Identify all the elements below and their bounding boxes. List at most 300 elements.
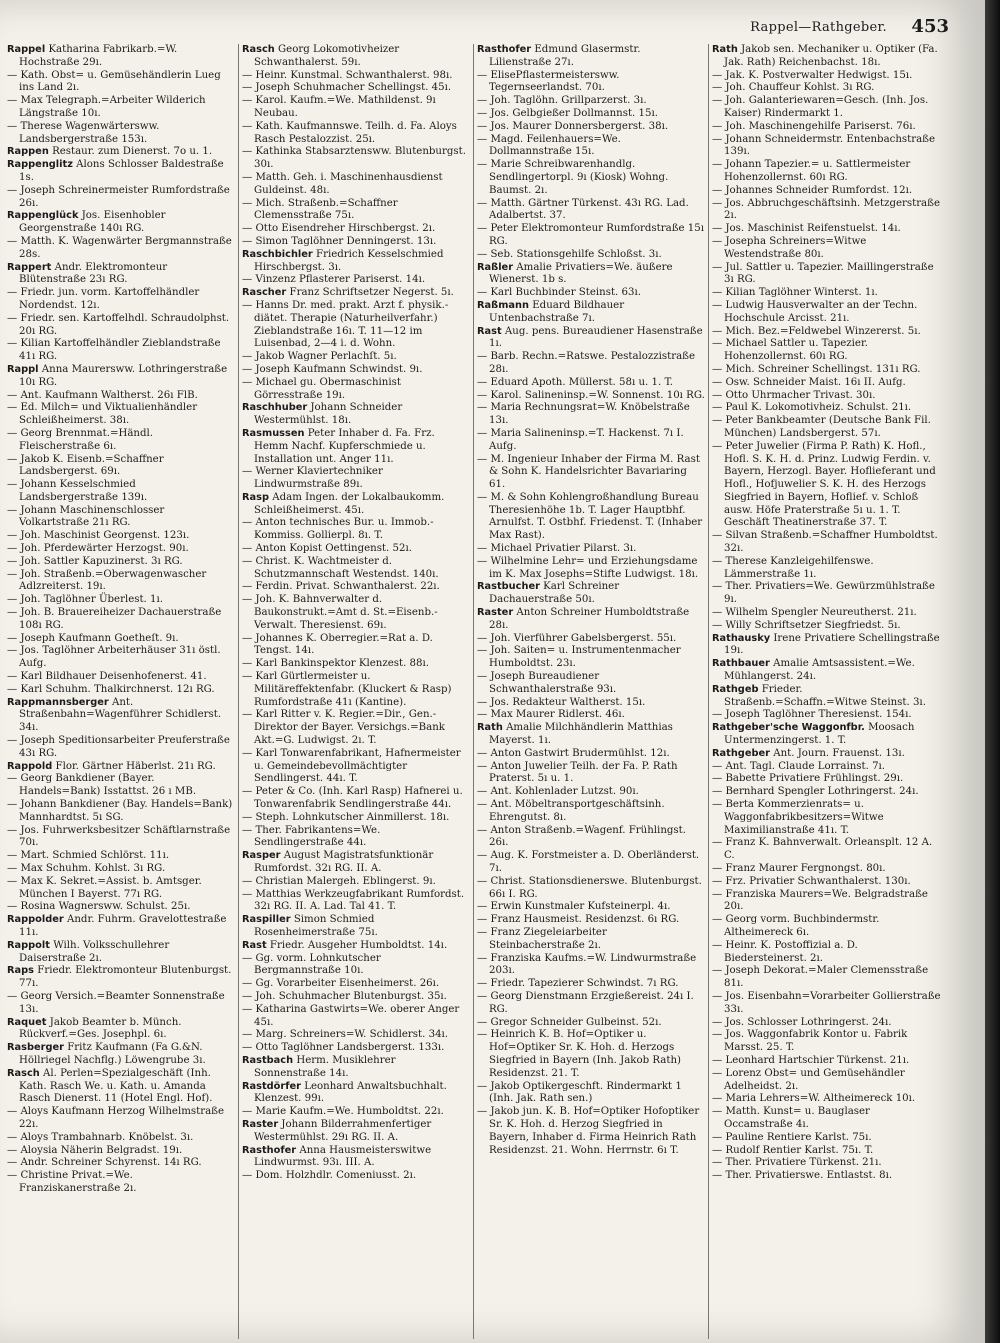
directory-entry [7, 684, 235, 697]
directory-entry [242, 1042, 470, 1055]
entry-text: Frieder. Straßenb.=Schaffn.=Witwe Steinst. 3ı. [724, 683, 926, 708]
running-title: Rappel—Rathgeber. [750, 20, 887, 35]
entry-text: Joseph Bureaudiener Schwanthalerstraße 93ı. [489, 671, 617, 695]
entry-surname: Rasthofer [477, 44, 532, 55]
directory-entry [712, 377, 941, 390]
entry-surname: Rappmannsberger [7, 696, 109, 708]
directory-entry [7, 556, 235, 569]
directory-entry [7, 159, 235, 185]
directory-entry [712, 82, 941, 95]
entry-text: Friedr. Ausgeher Humboldtst. 14ı. [269, 939, 448, 951]
directory-entry [712, 95, 941, 121]
directory-entry [712, 556, 941, 582]
entry-text: Rudolf Rentier Karlst. 75ı. T. [725, 1144, 874, 1156]
entry-text: Vinzenz Pflasterer Pariserst. 14ı. [255, 274, 426, 286]
entry-surname: Rappl [7, 363, 39, 375]
entry-text: Christ. Stationsdienerswe. Blutenburgst. 66ı I. RG. [489, 875, 702, 900]
directory-entry [712, 1145, 941, 1158]
directory-entry [7, 607, 235, 633]
directory-entry [7, 44, 235, 70]
entry-text: Michael Sattler u. Tapezier. Hohenzollernst. 60ı RG. [724, 338, 868, 363]
entry-text: Adam Ingen. der Lokalbaukomm. Schleißheimerst. 45ı. [254, 491, 445, 516]
column-1 [4, 44, 239, 1339]
directory-entry [712, 889, 941, 915]
entry-text: Kath. Kaufmannswe. Teilh. d. Fa. Aloys Rasch Pestalozzist. 25ı. [254, 120, 457, 145]
entry-text: Franz Ziegeleiarbeiter Steinbacherstraße 2ı. [489, 926, 607, 951]
entry-text: Aloysia Näherin Belgradst. 19ı. [20, 1144, 183, 1156]
entry-text: Leonhard Hartschier Türkenst. 21ı. [725, 1054, 910, 1066]
entry-surname: Rasberger [7, 1042, 64, 1054]
entry-text: Peter Inhaber d. Fa. Frz. Hemm Nachf. Kupferschmiede u. Installation unt. Anger 11ı. [254, 427, 435, 465]
entry-text: Jos. Redakteur Waltherst. 15ı. [490, 696, 646, 708]
directory-entry [477, 556, 705, 582]
entry-text: Georg Bankdiener (Bayer. Handels=Bank) Isstattst. 26 ı MB. [19, 773, 197, 798]
directory-entry [712, 390, 941, 403]
entry-text: Max Schuhm. Kohlst. 3ı RG. [20, 863, 166, 874]
directory-entry [7, 287, 235, 313]
directory-entry [712, 748, 941, 761]
directory-entry [477, 786, 705, 799]
entry-text: Edmund Glasermstr. Lilienstraße 27ı. [489, 44, 641, 68]
entry-surname: Rathausky [712, 632, 771, 644]
entry-text: Amalie Milchhändlerin Matthias Mayerst. 1ı. [489, 722, 673, 747]
directory-entry [242, 492, 470, 518]
entry-text: Alons Schlosser Baldestraße 1s. [19, 159, 224, 183]
directory-entry [242, 825, 470, 851]
directory-entry [712, 287, 941, 300]
column-3 [474, 44, 709, 1339]
entry-text: Jos. Maschinist Reifenstuelst. 14ı. [725, 223, 901, 235]
entry-surname: Rappolt [7, 939, 50, 951]
entry-surname: Rappen [7, 146, 49, 158]
directory-entry [7, 428, 235, 454]
entry-text: Andr. Schreiner Schyrenst. 14ı RG. [20, 1157, 202, 1169]
entry-text: Peter Bankbeamter (Deutsche Bank Fil. München) Landsbergerst. 57ı. [724, 415, 931, 439]
entry-text: Restaur. zum Dienerst. 7o u. 1. [52, 146, 213, 158]
directory-entry [7, 530, 235, 543]
directory-entry [712, 581, 941, 607]
directory-entry [242, 812, 470, 825]
entry-text: ElisePflastermeistersww. Tegernseerlandst. 70ı. [489, 69, 620, 94]
entry-text: Joh. Taglöhner Überlest. 1ı. [20, 594, 164, 606]
directory-entry [242, 1081, 470, 1107]
entry-surname: Raster [242, 1118, 279, 1130]
entry-text: Otto Eisendreher Hirschbergst. 2ı. [255, 223, 436, 235]
directory-entry [7, 940, 235, 966]
entry-text: Jos. Schlosser Lothringerst. 24ı. [725, 1016, 892, 1028]
directory-entry [477, 454, 705, 492]
entry-text: Marg. Schreiners=W. Schidlerst. 34ı. [255, 1029, 449, 1041]
directory-entry [242, 914, 470, 940]
entry-text: Lorenz Obst= und Gemüsehändler Adelheidst. 2ı. [724, 1067, 905, 1092]
directory-entry [712, 1029, 941, 1055]
directory-entry [712, 262, 941, 288]
directory-entry [712, 837, 941, 863]
entry-text: Georg Brennmat.=Händl. Fleischerstraße 6ı. [19, 427, 154, 452]
entry-text: Gregor Schneider Gulbeinst. 52ı. [490, 1016, 662, 1028]
entry-text: Mich. Bez.=Feldwebel Winzererst. 5ı. [725, 325, 921, 337]
directory-entry [7, 645, 235, 671]
entry-text: Jakob K. Eisenb.=Schaffner Landsbergerst. 69ı. [19, 453, 164, 478]
entry-text: Franziska Kaufms.=W. Lindwurmstraße 203ı. [489, 952, 697, 977]
entry-text: Katharina Fabrikarb.=W. Hochstraße 29ı. [19, 44, 178, 68]
entry-text: Aloys Trambahnarb. Knöbelst. 3ı. [20, 1131, 194, 1143]
directory-entry [242, 236, 470, 249]
entry-text: Babette Privatiere Frühlingst. 29ı. [725, 773, 904, 785]
entry-text: Jos. Abbruchgeschäftsinh. Metzgerstraße 2ı. [724, 197, 940, 222]
directory-entry [712, 44, 941, 70]
directory-entry [712, 1068, 941, 1094]
entry-text: Amalie Privatiers=We. äußere Wienerst. 1b s. [489, 261, 673, 286]
entry-text: Ludwig Hausverwalter an der Techn. Hochschule Arcisst. 21ı. [724, 299, 918, 324]
entry-text: Wilh. Volksschullehrer Daiserstraße 2ı. [19, 939, 170, 964]
entry-text: Georg vorm. Buchbindermstr. Altheimereck 6ı. [724, 914, 880, 938]
directory-entry [712, 786, 941, 799]
entry-text: Amalie Amtsassistent.=We. Mühlangerst. 24ı. [724, 658, 915, 683]
page-number: 453 [911, 16, 949, 37]
entry-text: Karol. Kaufm.=We. Mathildenst. 9ı Neubau. [254, 95, 436, 119]
directory-entry [477, 121, 705, 134]
directory-entry [712, 1170, 941, 1183]
entry-surname: Rast [477, 325, 502, 337]
entry-text: August Magistratsfunktionär Rumfordst. 32ı RG. II. A. [254, 850, 434, 874]
directory-entry [477, 953, 705, 979]
directory-entry [7, 479, 235, 505]
directory-entry [477, 697, 705, 710]
directory-entry [7, 671, 235, 684]
directory-entry [242, 543, 470, 556]
directory-entry [7, 95, 235, 121]
directory-entry [7, 914, 235, 940]
entry-text: Aug. pens. Bureaudiener Hasenstraße 1ı. [489, 325, 703, 350]
entry-text: Joseph Kaufmann Goetheſt. 9ı. [20, 632, 179, 644]
entry-surname: Rathgeb [712, 683, 759, 695]
directory-entry [7, 543, 235, 556]
entry-text: Werner Klaviertechniker Lindwurmstraße 89ı. [254, 466, 383, 491]
entry-text: Hanns Dr. med. prakt. Arzt f. physik.-diätet. Therapie (Naturheilverfahr.) Zieblandstraße 16ı. T. 11—12 im Luisenbad, 2—4 i. d. Wohn. [254, 299, 449, 350]
entry-text: Jos. Eisenhobler Georgenstraße 140ı RG. [19, 210, 166, 235]
directory-entry [477, 223, 705, 249]
directory-entry [712, 415, 941, 441]
entry-text: Franziska Maurers=We. Belgradstraße 20ı. [724, 888, 928, 913]
directory-entry [242, 556, 470, 582]
entry-text: Jakob jun. K. B. Hof=Optiker Hofoptiker Sr. K. Hoh. d. Herzog Siegfried in Bayern, Inhaber d. Firma Heinrich Rath Residenzst. 21. Wohn. Herrnstr. 6ı T. [489, 1106, 700, 1156]
entry-text: Ant. Tagl. Claude Lorrainst. 7ı. [725, 760, 886, 772]
directory-entry [242, 351, 470, 364]
entry-text: Ant. Kaufmann Waltherst. 26ı FlB. [20, 389, 198, 401]
entry-surname: Rastbucher [477, 581, 540, 593]
directory-entry [712, 121, 941, 134]
entry-text: Joh. Vierführer Gabelsbergerst. 55ı. [490, 632, 677, 644]
entry-text: Peter Elektromonteur Rumfordstraße 15ı RG. [489, 223, 704, 247]
directory-entry [477, 581, 705, 607]
entry-text: Joh. Schuhmacher Blutenburgst. 35ı. [255, 990, 447, 1002]
entry-text: Wilhelmine Lehr= und Erziehungsdame im K. Max Josephs=Stifte Ludwigst. 18ı. [489, 555, 699, 580]
entry-surname: Raquet [7, 1016, 47, 1028]
directory-entry [477, 709, 705, 722]
entry-surname: Rascher [242, 287, 287, 299]
directory-entry [712, 441, 941, 531]
directory-entry [7, 965, 235, 991]
entry-text: Paul K. Lokomotivheiz. Schulst. 21ı. [725, 402, 912, 414]
directory-entry [7, 633, 235, 646]
entry-text: Eduard Apoth. Müllerst. 58ı u. 1. T. [490, 376, 673, 388]
directory-entry [712, 1055, 941, 1068]
entry-text: Kathinka Stabsarztensww. Blutenburgst. 30ı. [254, 146, 466, 171]
entry-text: Joh. Sattler Kapuzinerst. 3ı RG. [20, 555, 183, 567]
entry-text: Osw. Schneider Maist. 16ı II. Aufg. [725, 376, 906, 388]
entry-text: Michael Privatier Pilarst. 3ı. [490, 543, 637, 555]
entry-text: Christine Privat.=We. Franziskanerstraße 2ı. [19, 1170, 137, 1194]
entry-text: Friedr. Tapezierer Schwindst. 7ı RG. [490, 978, 679, 990]
directory-entry [477, 95, 705, 108]
directory-entry [7, 569, 235, 595]
entry-text: Karl Bankinspektor Klenzest. 88ı. [255, 658, 430, 670]
entry-text: Irene Privatiere Schellingstraße 19ı. [724, 632, 940, 657]
entry-text: Joh. Maschinengehilfe Pariserst. 76ı. [725, 120, 916, 132]
directory-entry [477, 850, 705, 876]
directory-entry [477, 901, 705, 914]
directory-entry [242, 300, 470, 351]
entry-text: Karl Gürtlermeister u. Militäreffektenfabr. (Kluckert & Rasp) Rumfordstraße 41ı (Kantine). [254, 671, 452, 708]
entry-text: Jakob sen. Mechaniker u. Optiker (Fa. Jak. Rath) Reichenbachst. 18ı. [724, 44, 938, 68]
entry-text: Karl Tonwarenfabrikant, Hafnermeister u. Gemeindebevollmächtigter Sendlingerst. 44ı. T. [254, 747, 461, 785]
entry-text: Johann Tapezier.= u. Sattlermeister Hohenzollernst. 60ı RG. [724, 159, 911, 183]
directory-entry [242, 786, 470, 812]
entry-text: Aug. K. Forstmeister a. D. Oberländerst. 7ı. [489, 850, 700, 874]
entry-text: Jul. Sattler u. Tapezier. Maillingerstraße 3ı RG. [724, 261, 934, 286]
directory-entry [242, 581, 470, 594]
directory-entry [242, 121, 470, 147]
entry-text: Georg Dienstmann Erzgießereist. 24ı I. RG. [489, 990, 694, 1015]
directory-entry [477, 198, 705, 224]
directory-entry [712, 185, 941, 198]
directory-entry [477, 134, 705, 160]
directory-entry [712, 876, 941, 889]
entry-text: Max K. Sekret.=Assist. b. Amtsger. München I Bayerst. 77ı RG. [19, 875, 202, 900]
entry-text: Johannes K. Oberregier.=Rat a. D. Tengst. 14ı. [254, 632, 433, 657]
directory-entry [477, 671, 705, 697]
directory-entry [712, 761, 941, 774]
entry-text: Joh. Maschinist Georgenst. 123ı. [20, 530, 190, 542]
directory-entry [7, 1170, 235, 1196]
directory-entry [712, 530, 941, 556]
entry-text: Otto Uhrmacher Trivast. 30ı. [725, 389, 876, 401]
entry-text: Matth. Geh. i. Maschinenhausdienst Guldeinst. 48ı. [254, 171, 443, 196]
directory-entry [7, 1157, 235, 1170]
entry-surname: Raßler [477, 261, 514, 273]
directory-entry [7, 825, 235, 851]
entry-text: Seb. Stationsgehilfe Schloßst. 3ı. [490, 248, 662, 260]
entry-text: Jos. Gelbgießer Dollmannst. 15ı. [490, 107, 658, 119]
directory-entry [7, 876, 235, 902]
entry-text: Joh. Saiten= u. Instrumentenmacher Humboldtst. 23ı. [489, 645, 681, 670]
entry-text: Franz Maurer Fergnongst. 80ı. [725, 863, 886, 874]
entry-surname: Rasp [242, 491, 269, 503]
entry-text: Silvan Straßenb.=Schaffner Humboldtst. 32ı. [724, 530, 938, 555]
entry-text: Simon Taglöhner Denningerst. 13ı. [255, 235, 437, 247]
directory-entry [477, 492, 705, 543]
directory-entry [7, 210, 235, 236]
entry-text: Dom. Holzhdlr. Comeniusst. 2ı. [255, 1170, 417, 1182]
entry-surname: Raps [7, 965, 34, 977]
directory-entry [7, 991, 235, 1017]
directory-entry [477, 428, 705, 454]
directory-entry [242, 953, 470, 979]
directory-entry [7, 1017, 235, 1043]
entry-text: Heinr. Kunstmal. Schwanthalerst. 98ı. [255, 69, 453, 81]
directory-entry [7, 773, 235, 799]
directory-entry [712, 633, 941, 659]
directory-entry [242, 44, 470, 70]
entry-text: Ferdin. Privat. Schwanthalerst. 22ı. [255, 581, 440, 593]
entry-text: Karl Buchbinder Steinst. 63ı. [490, 287, 641, 299]
entry-text: Christ. K. Wachtmeister d. Schutzmannschaft Westendst. 140ı. [254, 555, 439, 580]
entry-surname: Raschhuber [242, 402, 308, 414]
directory-entry [477, 1106, 705, 1157]
directory-entry [242, 172, 470, 198]
entry-text: Jakob Wagner Perlachſt. 5ı. [255, 351, 397, 363]
directory-entry [712, 1157, 941, 1170]
directory-entry [7, 850, 235, 863]
directory-entry [712, 1093, 941, 1106]
entry-text: Leonhard Anwaltsbuchhalt. Klenzest. 99ı. [254, 1080, 447, 1105]
entry-text: Joseph Schuhmacher Schellingst. 45ı. [255, 82, 452, 94]
entry-text: Christian Malergeh. Eblingerst. 9ı. [255, 875, 436, 887]
entry-surname: Rappenglitz [7, 159, 73, 171]
entry-text: Kilian Taglöhner Winterst. 1ı. [725, 287, 878, 299]
entry-text: Matth. Kunst= u. Bauglaser Occamstraße 4ı. [724, 1106, 870, 1130]
directory-entry [7, 146, 235, 159]
entry-text: Joh. Straßenb.=Oberwagenwascher Adlzreiterst. 19ı. [19, 568, 207, 593]
directory-columns [4, 44, 944, 1339]
entry-surname: Rappolder [7, 914, 64, 926]
entry-text: Johann Schneidermstr. Entenbachstraße 139ı. [724, 133, 936, 158]
entry-text: Joh. B. Brauereiheizer Dachauerstraße 108ı RG. [19, 607, 222, 631]
directory-entry [712, 338, 941, 364]
directory-entry [477, 978, 705, 991]
directory-entry [477, 1081, 705, 1107]
directory-entry [477, 876, 705, 902]
entry-text: Max Maurer Ridlerst. 46ı. [490, 709, 625, 721]
directory-entry [712, 70, 941, 83]
directory-entry [477, 991, 705, 1017]
entry-text: Joh. Pferdewärter Herzogst. 90ı. [20, 543, 189, 555]
directory-entry [477, 927, 705, 953]
directory-entry [242, 428, 470, 466]
entry-text: Jos. Maurer Donnersbergerst. 38ı. [490, 120, 669, 132]
entry-text: Kath. Obst= u. Gemüsehändlerin Lueg ins Land 2ı. [19, 69, 221, 94]
directory-entry [712, 991, 941, 1017]
directory-entry [242, 198, 470, 224]
directory-entry [712, 326, 941, 339]
entry-text: Herm. Musiklehrer Sonnenstraße 14ı. [254, 1054, 396, 1079]
directory-entry [242, 889, 470, 915]
entry-surname: Rasmussen [242, 427, 305, 439]
entry-text: Anton Schreiner Humboldtstraße 28ı. [489, 607, 690, 631]
directory-entry [7, 185, 235, 211]
entry-text: Ant. Straßenbahn=Wagenführer Schidlerst. 34ı. [19, 696, 222, 734]
entry-text: Flor. Gärtner Häberlst. 21ı RG. [55, 760, 216, 772]
entry-text: Karl Schreiner Dachauerstraße 50ı. [489, 581, 620, 606]
entry-text: Anna Maurersww. Lothringerstraße 10ı RG. [19, 363, 228, 388]
directory-entry [477, 249, 705, 262]
entry-text: Georg Lokomotivheizer Schwanthalerst. 59ı. [254, 44, 400, 68]
directory-entry [242, 249, 470, 275]
entry-text: Ther. Privatierswe. Entlastst. 8ı. [725, 1170, 893, 1182]
directory-entry [7, 1132, 235, 1145]
entry-text: Joseph Speditionsarbeiter Preuferstraße 43ı RG. [19, 735, 230, 759]
entry-text: Max Telegraph.=Arbeiter Wilderich Längstraße 10ı. [19, 95, 206, 119]
entry-surname: Raspiller [242, 914, 291, 926]
directory-entry [242, 1004, 470, 1030]
directory-entry [242, 876, 470, 889]
entry-text: Ther. Privatiere Türkenst. 21ı. [725, 1157, 882, 1169]
directory-entry [477, 44, 705, 70]
entry-text: Bernhard Spengler Lothringerst. 24ı. [725, 786, 919, 798]
entry-text: Friedr. sen. Kartoffelhdl. Schraudolphst. 20ı RG. [19, 312, 230, 337]
directory-entry [477, 914, 705, 927]
directory-entry [7, 262, 235, 288]
entry-text: M. & Sohn Kohlengroßhandlung Bureau Theresienhöhe 1b. T. Lager Hauptbhf. Arnulfst. T. Ostbhf. Friedenst. T. (Inhaber Max Rast). [489, 491, 703, 542]
directory-entry [477, 377, 705, 390]
directory-entry [712, 863, 941, 876]
directory-entry [7, 594, 235, 607]
directory-entry [242, 633, 470, 659]
directory-entry [477, 326, 705, 352]
entry-surname: Rasch [242, 44, 275, 55]
directory-entry [712, 799, 941, 837]
entry-text: Fritz Kaufmann (Fa G.&N. Höllriegel Nachflg.) Löwengrube 3ı. [19, 1042, 206, 1066]
directory-entry [712, 773, 941, 786]
entry-text: Andr. Fuhrm. Gravelottestraße 11ı. [19, 914, 227, 938]
entry-text: Joh. K. Bahnverwalter d. Baukonstrukt.=Amt d. St.=Eisenb.-Verwalt. Theresienst. 69ı. [254, 594, 438, 631]
directory-entry [477, 799, 705, 825]
entry-text: Joh. Chauffeur Kohlst. 3ı RG. [725, 82, 875, 94]
entry-surname: Rasper [242, 850, 281, 862]
entry-text: Maria Salineninsp.=T. Hackenst. 7ı I. Aufg. [489, 427, 684, 452]
directory-entry [477, 748, 705, 761]
directory-entry [712, 236, 941, 262]
directory-entry [477, 633, 705, 646]
entry-text: Anton Gastwirt Brudermühlst. 12ı. [490, 747, 670, 759]
directory-entry [477, 108, 705, 121]
directory-entry [477, 543, 705, 556]
directory-entry [712, 1106, 941, 1132]
directory-entry [7, 70, 235, 96]
directory-entry [242, 850, 470, 876]
directory-entry [242, 940, 470, 953]
entry-text: Rosina Wagnersww. Schulst. 25ı. [20, 901, 191, 913]
entry-text: Joseph Kaufmann Schwindst. 9ı. [255, 363, 423, 375]
directory-entry [477, 287, 705, 300]
directory-entry [712, 198, 941, 224]
entry-text: Johann Bilderrahmenfertiger Westermühlst. 29ı RG. II. A. [254, 1118, 432, 1143]
directory-entry [477, 351, 705, 377]
entry-text: Michael gu. Obermaschinist Görresstraße 19ı. [254, 376, 401, 401]
directory-entry [7, 313, 235, 339]
entry-text: Jak. K. Postverwalter Hedwigst. 15ı. [725, 69, 913, 81]
entry-text: Jos. Fuhrwerksbesitzer Schäftlarnstraße 70ı. [19, 824, 231, 849]
entry-text: Ther. Privatiers=We. Gewürzmühlstraße 9ı. [724, 581, 935, 606]
entry-text: Ant. Kohlenlader Lutzst. 90ı. [490, 786, 639, 798]
directory-entry [7, 735, 235, 761]
directory-entry [242, 991, 470, 1004]
entry-text: Georg Versich.=Beamter Sonnenstraße 13ı. [19, 990, 225, 1015]
directory-entry [477, 70, 705, 96]
directory-entry [712, 1132, 941, 1145]
directory-entry [7, 364, 235, 390]
